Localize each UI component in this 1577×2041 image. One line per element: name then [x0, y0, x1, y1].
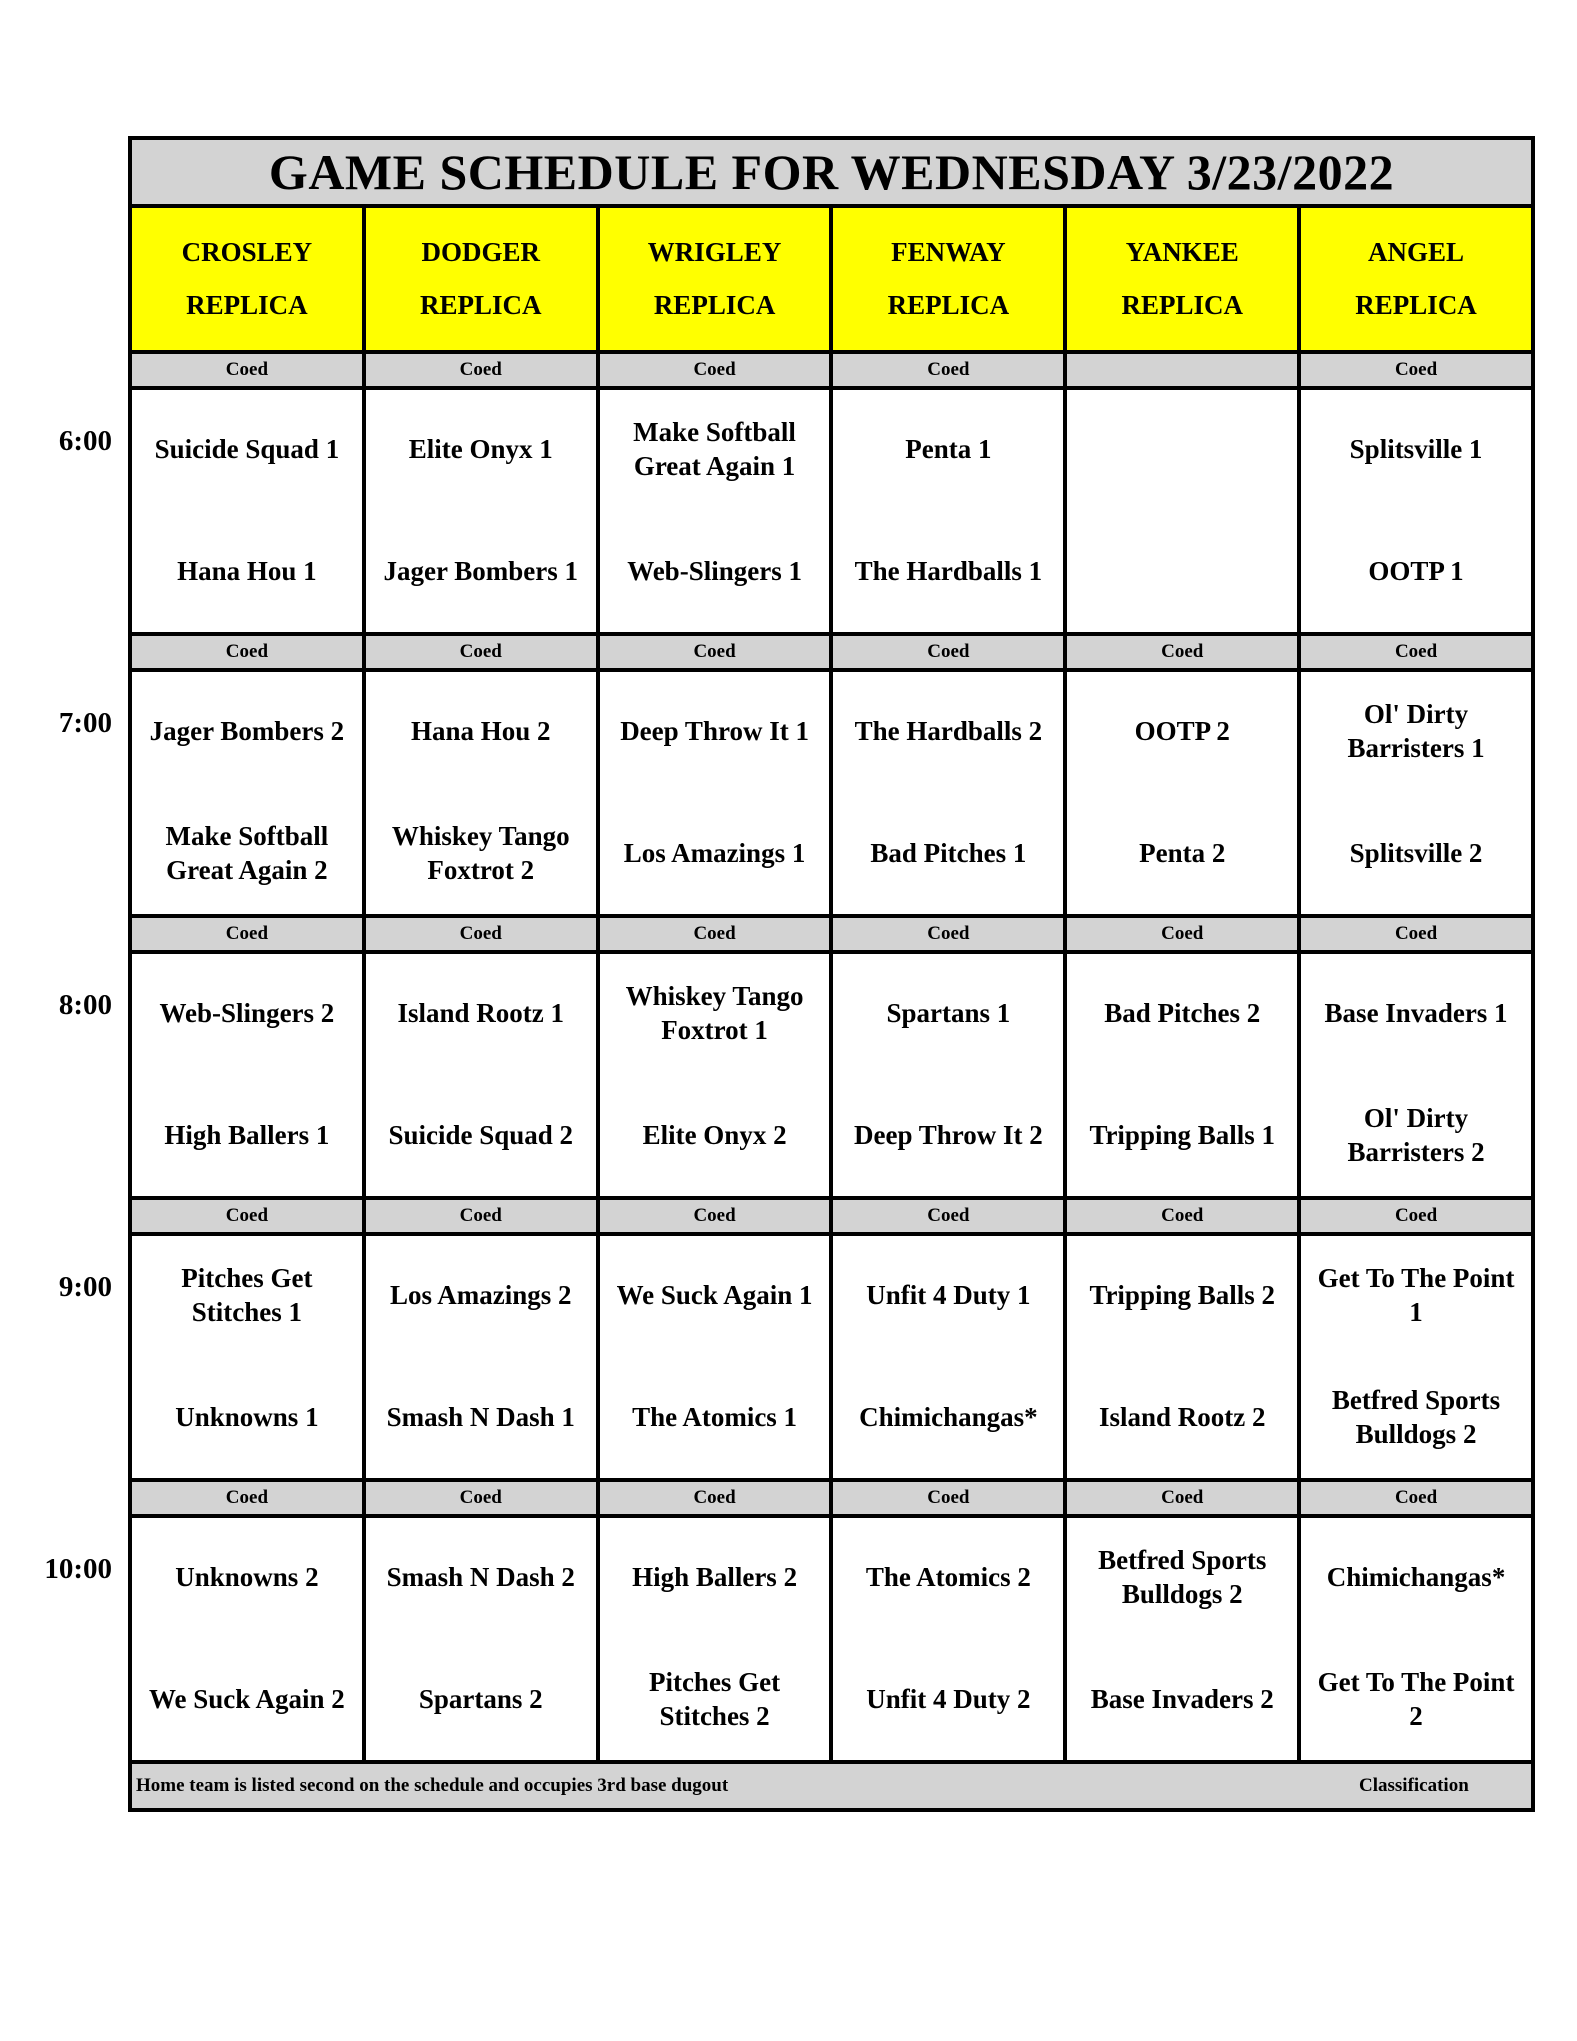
- classification-cell: Coed: [366, 1200, 600, 1232]
- field-name: ANGEL: [1368, 237, 1465, 267]
- classification-cell: Coed: [600, 1200, 834, 1232]
- team-name: Splitsville 1: [1349, 434, 1483, 464]
- team-name: Unknowns 2: [175, 1562, 319, 1592]
- home-team: [132, 1372, 362, 1462]
- game-cell: [600, 672, 834, 914]
- classification-cell: Coed: [1067, 1200, 1301, 1232]
- team-name: Pitches Get Stitches 1: [181, 1263, 313, 1327]
- team-name: Unfit 4 Duty 1: [866, 1280, 1031, 1310]
- team-name: Base Invaders 1: [1324, 998, 1508, 1028]
- classification-cell: Coed: [833, 918, 1067, 950]
- classification-cell: Coed: [833, 1200, 1067, 1232]
- team-name: Tripping Balls 2: [1089, 1280, 1275, 1310]
- field-header: [1067, 208, 1301, 350]
- visiting-team: [366, 1250, 596, 1340]
- home-team: [366, 1372, 596, 1462]
- game-cell: [1067, 1518, 1301, 1760]
- home-team: [1067, 1372, 1297, 1462]
- team-name: Bad Pitches 2: [1104, 998, 1261, 1028]
- field-name: FENWAY: [891, 237, 1006, 267]
- field-type: REPLICA: [419, 290, 542, 320]
- team-name: The Atomics 2: [865, 1562, 1031, 1592]
- home-team: [366, 526, 596, 616]
- game-cell: [600, 1236, 834, 1478]
- classification-cell: Coed: [600, 354, 834, 386]
- time-label: 7:00: [58, 707, 112, 739]
- home-team: [833, 1372, 1063, 1462]
- team-name: Ol' Dirty Barristers 1: [1347, 699, 1485, 763]
- visiting-team: [600, 1532, 830, 1622]
- home-team-note: Home team is listed second on the schedule and occupies 3rd base dugout: [136, 1775, 729, 1796]
- home-team: [600, 1090, 830, 1180]
- team-name: The Hardballs 2: [854, 716, 1043, 746]
- home-team: [132, 1090, 362, 1180]
- home-team: [1301, 526, 1531, 616]
- game-cell: [1301, 1518, 1531, 1760]
- team-name: Jager Bombers 2: [149, 716, 345, 746]
- visiting-team: [132, 968, 362, 1058]
- time-slots: [132, 354, 1531, 1764]
- classification-cell: Coed: [833, 636, 1067, 668]
- classification-cell: Coed: [1301, 636, 1531, 668]
- classification-cell: Coed: [1301, 1482, 1531, 1514]
- schedule-footer: [132, 1764, 1531, 1808]
- team-name: OOTP 2: [1134, 716, 1230, 746]
- schedule-title: GAME SCHEDULE FOR WEDNESDAY 3/23/2022: [132, 140, 1531, 208]
- classification-row: [132, 636, 1531, 672]
- game-cell: [1301, 390, 1531, 632]
- game-row: [132, 954, 1531, 1200]
- field-name: DODGER: [421, 237, 540, 267]
- classification-row: [132, 1482, 1531, 1518]
- game-cell: [366, 672, 600, 914]
- field-header: [366, 208, 600, 350]
- visiting-team: [1301, 404, 1531, 494]
- home-team: [366, 1654, 596, 1744]
- classification-cell: Coed: [833, 1482, 1067, 1514]
- game-cell: [132, 390, 366, 632]
- home-team: [132, 808, 362, 898]
- visiting-team: [132, 404, 362, 494]
- field-name: WRIGLEY: [647, 237, 782, 267]
- team-name: Whiskey Tango Foxtrot 2: [391, 821, 570, 885]
- team-name: Suicide Squad 2: [388, 1120, 574, 1150]
- classification-cell: Coed: [132, 1200, 366, 1232]
- home-team: [1067, 1654, 1297, 1744]
- team-name: Chimichangas*: [859, 1402, 1038, 1432]
- home-team: [600, 1654, 830, 1744]
- home-team: [1067, 808, 1297, 898]
- classification-cell: Coed: [366, 1482, 600, 1514]
- classification-cell: Coed: [132, 918, 366, 950]
- classification-cell: Coed: [132, 636, 366, 668]
- home-team: [833, 1090, 1063, 1180]
- classification-cell: Coed: [366, 918, 600, 950]
- field-header: [1301, 208, 1531, 350]
- time-label: 9:00: [58, 1271, 112, 1303]
- team-name: Jager Bombers 1: [383, 556, 578, 586]
- team-name: The Hardballs 1: [854, 556, 1043, 586]
- team-name: Hana Hou 1: [177, 556, 317, 586]
- team-name: Tripping Balls 1: [1089, 1120, 1275, 1150]
- team-name: Get To The Point 2: [1317, 1667, 1515, 1731]
- visiting-team: [1067, 1532, 1297, 1622]
- team-name: High Ballers 2: [632, 1562, 798, 1592]
- field-type: REPLICA: [1355, 290, 1477, 320]
- team-name: Hana Hou 2: [410, 716, 551, 746]
- team-name: Deep Throw It 1: [620, 716, 809, 746]
- classification-cell: Coed: [833, 354, 1067, 386]
- home-team: [600, 1372, 830, 1462]
- home-team: [1301, 808, 1531, 898]
- visiting-team: [600, 1250, 830, 1340]
- visiting-team: [1067, 1250, 1297, 1340]
- classification-cell: Coed: [366, 354, 600, 386]
- classification-row: [132, 1200, 1531, 1236]
- team-name: Spartans 2: [418, 1684, 543, 1714]
- visiting-team: [833, 1250, 1063, 1340]
- team-name: Make Softball Great Again 1: [633, 417, 796, 481]
- visiting-team: [1301, 686, 1531, 776]
- home-team: [1301, 1372, 1531, 1462]
- classification-cell: Coed: [600, 1482, 834, 1514]
- team-name: Chimichangas*: [1326, 1562, 1506, 1592]
- visiting-team: [132, 1532, 362, 1622]
- classification-row: [132, 354, 1531, 390]
- field-type: REPLICA: [1121, 290, 1243, 320]
- team-name: Base Invaders 2: [1090, 1684, 1274, 1714]
- game-cell: [833, 1236, 1067, 1478]
- visiting-team: [833, 686, 1063, 776]
- team-name: Island Rootz 2: [1098, 1402, 1266, 1432]
- team-name: OOTP 1: [1368, 556, 1464, 586]
- visiting-team: [600, 686, 830, 776]
- classification-cell: Coed: [1301, 354, 1531, 386]
- team-name: Smash N Dash 1: [386, 1402, 575, 1432]
- classification-row: [132, 918, 1531, 954]
- field-header: [600, 208, 834, 350]
- classification-cell: Coed: [1301, 918, 1531, 950]
- game-cell: [1301, 954, 1531, 1196]
- team-name: The Atomics 1: [632, 1402, 798, 1432]
- home-team: [833, 526, 1063, 616]
- schedule-table: [128, 136, 1535, 1812]
- team-name: Whiskey Tango Foxtrot 1: [625, 981, 804, 1045]
- home-team: [600, 808, 830, 898]
- game-cell: [600, 954, 834, 1196]
- game-cell: [833, 390, 1067, 632]
- classification-cell: [1067, 354, 1301, 386]
- team-name: Betfred Sports Bulldogs 2: [1331, 1385, 1501, 1449]
- game-row: [132, 390, 1531, 636]
- team-name: High Ballers 1: [164, 1120, 330, 1150]
- classification-cell: Coed: [1067, 918, 1301, 950]
- game-cell: [1067, 390, 1301, 632]
- game-cell: [366, 1518, 600, 1760]
- team-name: Los Amazings 2: [389, 1280, 572, 1310]
- time-label: 6:00: [58, 425, 112, 457]
- team-name: Penta 2: [1139, 838, 1226, 868]
- team-name: Get To The Point 1: [1317, 1263, 1515, 1327]
- home-team: [1301, 1654, 1531, 1744]
- classification-cell: Coed: [600, 918, 834, 950]
- home-team: [1067, 1090, 1297, 1180]
- team-name: Web-Slingers 1: [627, 556, 802, 586]
- home-team: [132, 526, 362, 616]
- game-cell: [132, 954, 366, 1196]
- classification-cell: Coed: [366, 636, 600, 668]
- home-team: [366, 1090, 596, 1180]
- visiting-team: [600, 404, 830, 494]
- team-name: Web-Slingers 2: [159, 998, 335, 1028]
- classification-cell: Coed: [1067, 1482, 1301, 1514]
- team-name: Los Amazings 1: [623, 838, 806, 868]
- game-cell: [1301, 672, 1531, 914]
- classification-cell: Coed: [1067, 636, 1301, 668]
- field-header: [132, 208, 366, 350]
- field-name: YANKEE: [1125, 237, 1239, 267]
- team-name: Ol' Dirty Barristers 2: [1347, 1103, 1485, 1167]
- field-type: REPLICA: [186, 290, 308, 320]
- visiting-team: [833, 404, 1063, 494]
- game-cell: [1301, 1236, 1531, 1478]
- field-name: CROSLEY: [181, 237, 313, 267]
- visiting-team: [600, 968, 830, 1058]
- visiting-team: [132, 686, 362, 776]
- field-type: REPLICA: [887, 290, 1010, 320]
- time-label: 8:00: [58, 989, 112, 1021]
- visiting-team: [366, 968, 596, 1058]
- team-name: Elite Onyx 1: [408, 434, 553, 464]
- team-name: Suicide Squad 1: [154, 434, 340, 464]
- team-name: Betfred Sports Bulldogs 2: [1098, 1545, 1267, 1609]
- field-header: [833, 208, 1067, 350]
- classification-label: Classification: [1359, 1775, 1469, 1796]
- home-team: [1067, 526, 1297, 616]
- game-cell: [1067, 672, 1301, 914]
- game-cell: [132, 1518, 366, 1760]
- classification-cell: Coed: [600, 636, 834, 668]
- home-team: [600, 526, 830, 616]
- visiting-team: [833, 968, 1063, 1058]
- team-name: Smash N Dash 2: [386, 1562, 575, 1592]
- game-cell: [366, 954, 600, 1196]
- classification-cell: Coed: [132, 354, 366, 386]
- team-name: We Suck Again 2: [149, 1684, 345, 1714]
- field-header-row: [132, 208, 1531, 354]
- home-team: [366, 808, 596, 898]
- game-cell: [600, 390, 834, 632]
- classification-cell: Coed: [1301, 1200, 1531, 1232]
- home-team: [833, 808, 1063, 898]
- game-cell: [1067, 1236, 1301, 1478]
- game-row: [132, 1518, 1531, 1764]
- team-name: Elite Onyx 2: [642, 1120, 787, 1150]
- game-row: [132, 672, 1531, 918]
- game-cell: [833, 954, 1067, 1196]
- time-label: 10:00: [44, 1553, 112, 1585]
- team-name: Pitches Get Stitches 2: [648, 1667, 781, 1731]
- classification-cell: Coed: [132, 1482, 366, 1514]
- team-name: Spartans 1: [886, 998, 1011, 1028]
- team-name: Make Softball Great Again 2: [165, 821, 329, 885]
- team-name: We Suck Again 1: [616, 1280, 813, 1310]
- visiting-team: [132, 1250, 362, 1340]
- team-name: Splitsville 2: [1349, 838, 1483, 868]
- home-team: [833, 1654, 1063, 1744]
- home-team: [1301, 1090, 1531, 1180]
- visiting-team: [1067, 968, 1297, 1058]
- game-cell: [1067, 954, 1301, 1196]
- team-name: Unfit 4 Duty 2: [866, 1684, 1031, 1714]
- game-cell: [366, 390, 600, 632]
- game-cell: [833, 672, 1067, 914]
- game-cell: [132, 672, 366, 914]
- visiting-team: [1301, 1250, 1531, 1340]
- visiting-team: [1067, 404, 1297, 494]
- visiting-team: [1301, 1532, 1531, 1622]
- team-name: Deep Throw It 2: [854, 1120, 1043, 1150]
- game-row: [132, 1236, 1531, 1482]
- home-team: [132, 1654, 362, 1744]
- team-name: Island Rootz 1: [397, 998, 564, 1028]
- game-cell: [366, 1236, 600, 1478]
- visiting-team: [1301, 968, 1531, 1058]
- team-name: Unknowns 1: [175, 1402, 319, 1432]
- field-type: REPLICA: [653, 290, 776, 320]
- game-cell: [600, 1518, 834, 1760]
- game-cell: [833, 1518, 1067, 1760]
- team-name: Penta 1: [905, 434, 992, 464]
- game-cell: [132, 1236, 366, 1478]
- visiting-team: [366, 686, 596, 776]
- visiting-team: [366, 1532, 596, 1622]
- visiting-team: [366, 404, 596, 494]
- team-name: Bad Pitches 1: [870, 838, 1027, 868]
- visiting-team: [1067, 686, 1297, 776]
- visiting-team: [833, 1532, 1063, 1622]
